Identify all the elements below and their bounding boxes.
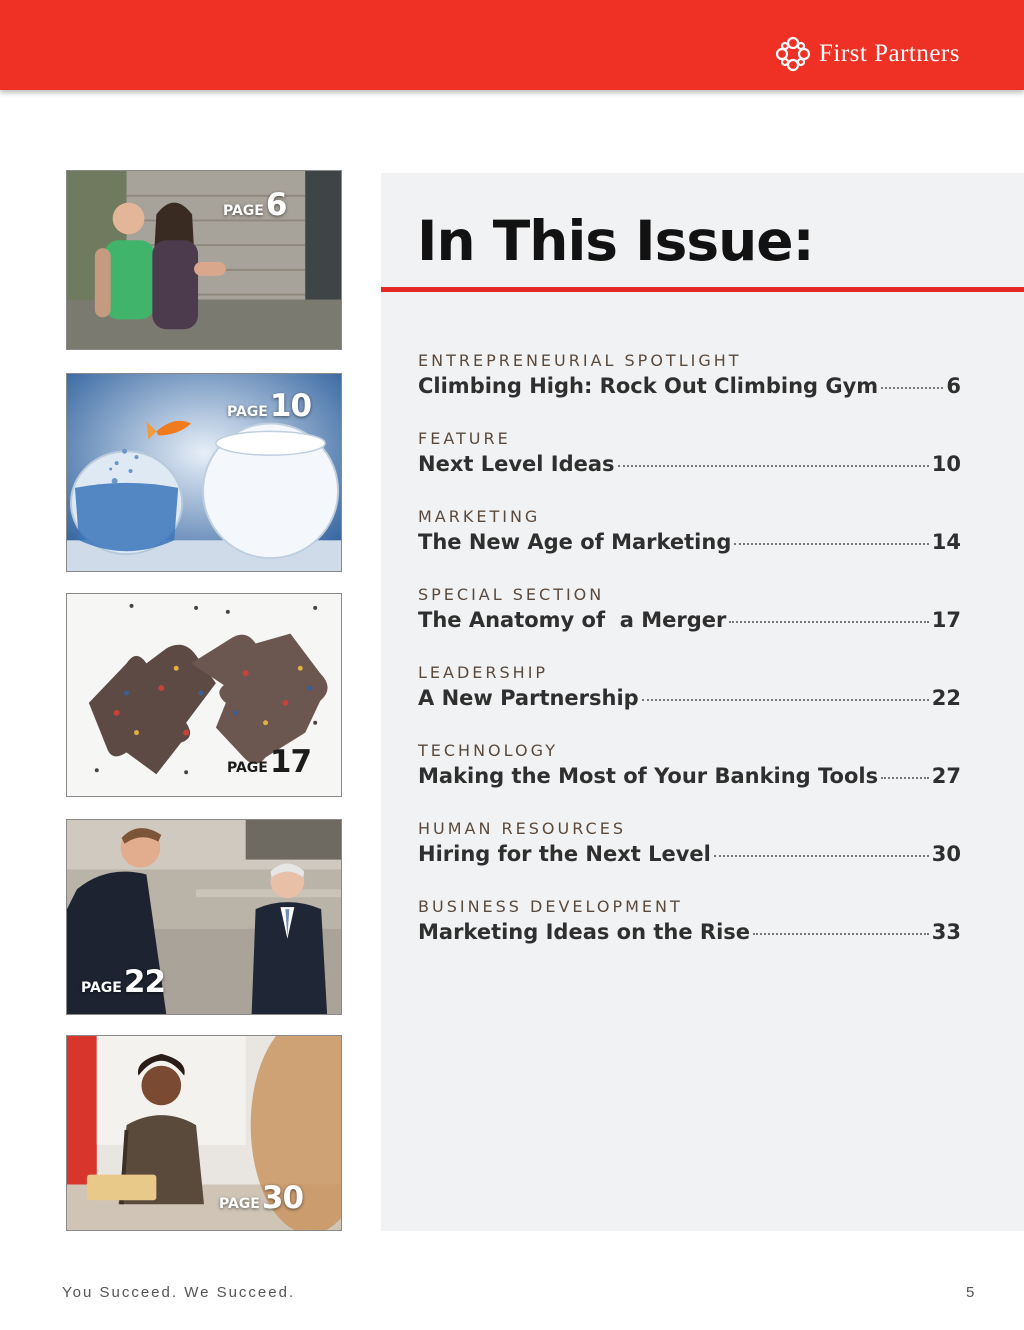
thumbnail-page-6[interactable] — [66, 170, 342, 350]
toc-entry[interactable] — [418, 585, 961, 632]
brand-logo — [773, 34, 960, 74]
toc-line — [418, 608, 961, 632]
toc-category: SPECIAL SECTION — [418, 585, 605, 604]
toc-page: 33 — [931, 920, 961, 944]
thumbnail-page-17[interactable] — [66, 593, 342, 797]
title-divider — [381, 287, 1024, 292]
toc-entry[interactable] — [418, 819, 961, 866]
toc-category: LEADERSHIP — [418, 663, 549, 682]
dot-leader — [618, 465, 929, 467]
page-label: PAGE 6 — [223, 187, 287, 223]
toc-line — [418, 686, 961, 710]
toc-line — [418, 530, 961, 554]
dot-leader — [734, 543, 928, 545]
toc-line — [418, 452, 961, 476]
toc-title: Hiring for the Next Level — [418, 842, 711, 866]
page-label: PAGE 17 — [227, 744, 312, 780]
page-title: In This Issue: — [417, 209, 814, 273]
dot-leader — [753, 933, 929, 935]
toc-title: Next Level Ideas — [418, 452, 615, 476]
toc-page: 30 — [931, 842, 961, 866]
brand-name: First Partners — [818, 40, 960, 67]
photo-couple — [67, 171, 341, 349]
toc-category: ENTREPRENEURIAL SPOTLIGHT — [418, 351, 742, 370]
toc-category: MARKETING — [418, 507, 541, 526]
thumbnail-page-10[interactable] — [66, 373, 342, 572]
toc-category: HUMAN RESOURCES — [418, 819, 626, 838]
toc-line — [418, 842, 961, 866]
toc-category: TECHNOLOGY — [418, 741, 558, 760]
toc-title: Climbing High: Rock Out Climbing Gym — [418, 374, 879, 398]
dot-leader — [881, 777, 929, 779]
toc-title: A New Partnership — [418, 686, 639, 710]
toc-entry[interactable] — [418, 351, 961, 398]
toc-entry[interactable] — [418, 741, 961, 788]
toc-title: Marketing Ideas on the Rise — [418, 920, 751, 944]
thumbnail-page-22[interactable] — [66, 819, 342, 1015]
toc-title: The New Age of Marketing — [418, 530, 732, 554]
brand-emblem-icon — [773, 34, 813, 74]
toc-page: 14 — [931, 530, 961, 554]
toc-title: The Anatomy of a Merger — [418, 608, 727, 632]
dot-leader — [642, 699, 929, 701]
page-label: PAGE 10 — [227, 388, 312, 424]
header-bar — [0, 0, 1024, 90]
toc-category: BUSINESS DEVELOPMENT — [418, 897, 683, 916]
toc-page: 17 — [931, 608, 961, 632]
page-label: PAGE 30 — [219, 1180, 304, 1216]
toc-page: 10 — [931, 452, 961, 476]
dot-leader — [881, 387, 943, 389]
toc-line — [418, 920, 961, 944]
toc-entry[interactable] — [418, 663, 961, 710]
toc-line — [418, 764, 961, 788]
thumbnail-page-30[interactable] — [66, 1035, 342, 1231]
toc-line — [418, 374, 961, 398]
toc-page: 27 — [931, 764, 961, 788]
dot-leader — [729, 621, 928, 623]
toc-page: 6 — [946, 374, 961, 398]
footer-page-number: 5 — [966, 1284, 975, 1301]
toc-category: FEATURE — [418, 429, 511, 448]
toc-title: Making the Most of Your Banking Tools — [418, 764, 879, 788]
dot-leader — [714, 855, 929, 857]
contents-panel — [381, 173, 1024, 1231]
toc-entry[interactable] — [418, 429, 961, 476]
footer-tagline: You Succeed. We Succeed. — [62, 1284, 296, 1301]
toc-entry[interactable] — [418, 507, 961, 554]
toc-entry[interactable] — [418, 897, 961, 944]
toc-page: 22 — [931, 686, 961, 710]
page-label: PAGE 22 — [81, 964, 166, 1000]
